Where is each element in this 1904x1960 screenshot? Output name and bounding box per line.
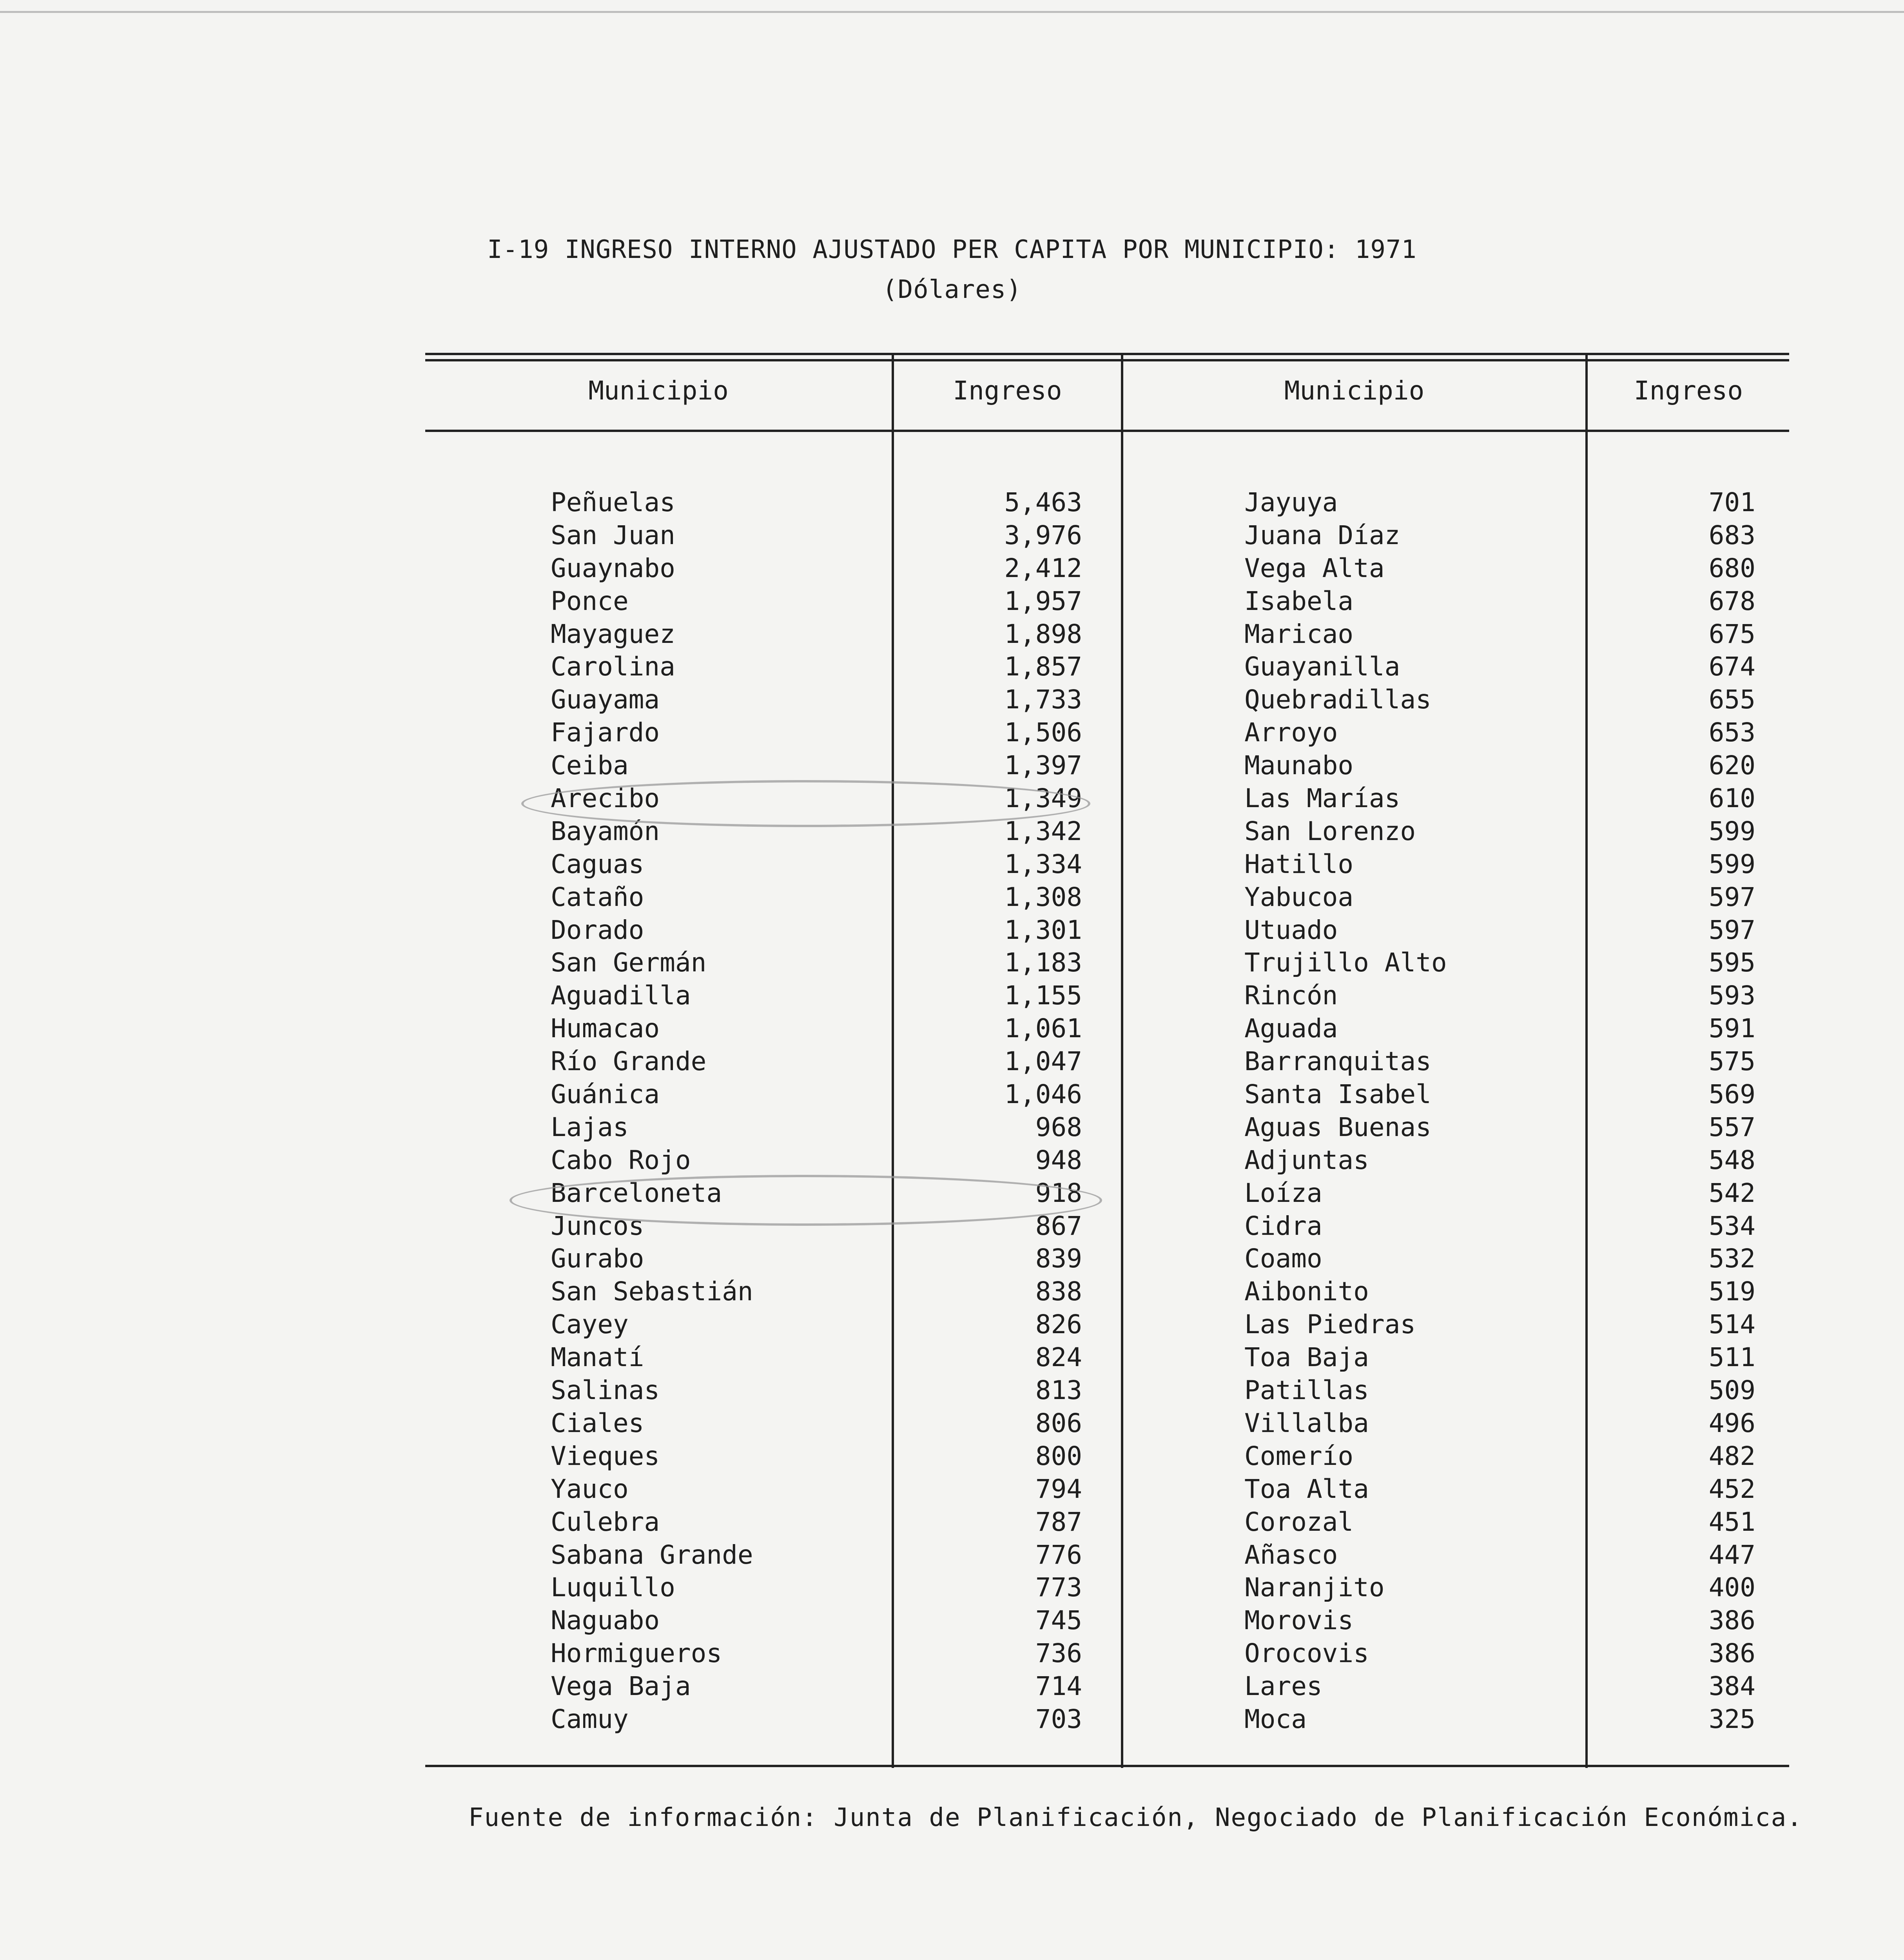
ingreso-value: 1,047 [1004,1046,1082,1077]
ingreso-value: 542 [1708,1178,1755,1208]
municipio-name: Yauco [551,1474,629,1504]
ingreso-value: 597 [1708,915,1755,945]
municipio-name: Trujillo Alto [1244,947,1447,978]
municipio-name: Maunabo [1244,750,1354,781]
municipio-name: Cayey [551,1309,629,1340]
table-top-rule-2 [425,359,1789,361]
ingreso-value: 482 [1708,1441,1755,1471]
ingreso-value: 1,061 [1004,1013,1082,1044]
ingreso-value: 1,857 [1004,652,1082,682]
ingreso-value: 806 [1035,1408,1082,1438]
municipio-name: Vega Baja [551,1671,691,1702]
ingreso-value: 839 [1035,1243,1082,1274]
ingreso-value: 918 [1035,1178,1082,1208]
ingreso-value: 968 [1035,1112,1082,1142]
municipio-name: Utuado [1244,915,1338,945]
ingreso-value: 532 [1708,1243,1755,1274]
municipio-name: Peñuelas [551,487,675,517]
ingreso-value: 714 [1035,1671,1082,1702]
header-municipio-left: Municipio [588,376,729,406]
municipio-name: San Germán [551,947,707,978]
ingreso-value: 384 [1708,1671,1755,1702]
ingreso-value: 620 [1708,750,1755,781]
ingreso-value: 745 [1035,1605,1082,1636]
ingreso-value: 826 [1035,1309,1082,1340]
ingreso-value: 1,342 [1004,816,1082,846]
ingreso-value: 595 [1708,947,1755,978]
ingreso-value: 1,957 [1004,586,1082,616]
municipio-name: Patillas [1244,1375,1369,1406]
municipio-name: Adjuntas [1244,1145,1369,1175]
ingreso-value: 675 [1708,619,1755,649]
municipio-name: Arecibo [551,783,660,814]
municipio-name: Barranquitas [1244,1046,1431,1077]
municipio-name: Juncos [551,1210,644,1241]
municipio-name: Salinas [551,1375,660,1406]
municipio-name: Corozal [1244,1506,1354,1537]
table-top-rule-1 [425,353,1789,355]
municipio-name: Moca [1244,1704,1307,1734]
header-municipio-right: Municipio [1284,376,1425,406]
municipio-name: Añasco [1244,1539,1338,1570]
ingreso-value: 400 [1708,1572,1755,1603]
municipio-name: Barceloneta [551,1178,722,1208]
ingreso-value: 496 [1708,1408,1755,1438]
ingreso-value: 509 [1708,1375,1755,1406]
municipio-name: San Lorenzo [1244,816,1416,846]
ingreso-value: 1,733 [1004,684,1082,715]
municipio-name: Aguadilla [551,980,691,1011]
municipio-name: Caguas [551,849,644,879]
ingreso-value: 1,506 [1004,717,1082,748]
ingreso-value: 599 [1708,849,1755,879]
ingreso-value: 1,308 [1004,882,1082,912]
ingreso-value: 591 [1708,1013,1755,1044]
municipio-name: San Juan [551,520,675,550]
municipio-name: Camuy [551,1704,629,1734]
municipio-name: Hatillo [1244,849,1354,879]
ingreso-value: 447 [1708,1539,1755,1570]
ingreso-value: 678 [1708,586,1755,616]
municipio-name: Rincón [1244,980,1338,1011]
left-ingreso-column [894,486,1082,1736]
municipio-name: Aguas Buenas [1244,1112,1431,1142]
ingreso-value: 557 [1708,1112,1755,1142]
handwritten-circle-barceloneta [510,1175,1102,1226]
ingreso-value: 2,412 [1004,553,1082,583]
ingreso-value: 1,898 [1004,619,1082,649]
municipio-name: Sabana Grande [551,1539,753,1570]
ingreso-value: 773 [1035,1572,1082,1603]
handwritten-circle-arecibo [521,780,1090,827]
municipio-name: Culebra [551,1506,660,1537]
ingreso-value: 1,046 [1004,1079,1082,1110]
ingreso-value: 813 [1035,1375,1082,1406]
ingreso-value: 386 [1708,1638,1755,1669]
ingreso-value: 824 [1035,1342,1082,1373]
ingreso-value: 683 [1708,520,1755,550]
municipio-name: Vieques [551,1441,660,1471]
table-subtitle: (Dólares) [882,275,1022,304]
municipio-name: Ciales [551,1408,644,1438]
ingreso-value: 514 [1708,1309,1755,1340]
ingreso-value: 948 [1035,1145,1082,1175]
municipio-name: Santa Isabel [1244,1079,1431,1110]
municipio-name: Juana Díaz [1244,520,1400,550]
ingreso-value: 5,463 [1004,487,1082,517]
municipio-name: Guayanilla [1244,652,1400,682]
municipio-name: Jayuya [1244,487,1338,517]
right-municipio-column [1244,486,1581,1736]
municipio-name: Vega Alta [1244,553,1385,583]
ingreso-value: 569 [1708,1079,1755,1110]
municipio-name: Yabucoa [1244,882,1354,912]
ingreso-value: 575 [1708,1046,1755,1077]
ingreso-value: 1,183 [1004,947,1082,978]
municipio-name: Carolina [551,652,675,682]
municipio-name: Gurabo [551,1243,644,1274]
left-municipio-column [551,486,888,1736]
ingreso-value: 534 [1708,1210,1755,1241]
ingreso-value: 610 [1708,783,1755,814]
ingreso-value: 325 [1708,1704,1755,1734]
ingreso-value: 1,301 [1004,915,1082,945]
municipio-name: Bayamón [551,816,660,846]
ingreso-value: 800 [1035,1441,1082,1471]
ingreso-value: 674 [1708,652,1755,682]
column-divider-2 [1121,353,1123,1768]
municipio-name: Toa Baja [1244,1342,1369,1373]
municipio-name: Orocovis [1244,1638,1369,1669]
ingreso-value: 597 [1708,882,1755,912]
ingreso-value: 703 [1035,1704,1082,1734]
municipio-name: Cataño [551,882,644,912]
municipio-name: Loíza [1244,1178,1322,1208]
municipio-name: San Sebastián [551,1276,753,1307]
municipio-name: Las Piedras [1244,1309,1416,1340]
ingreso-value: 787 [1035,1506,1082,1537]
municipio-name: Ceiba [551,750,629,781]
municipio-name: Mayaguez [551,619,675,649]
municipio-name: Morovis [1244,1605,1354,1636]
ingreso-value: 838 [1035,1276,1082,1307]
municipio-name: Humacao [551,1013,660,1044]
ingreso-value: 452 [1708,1474,1755,1504]
ingreso-value: 736 [1035,1638,1082,1669]
municipio-name: Luquillo [551,1572,675,1603]
municipio-name: Aibonito [1244,1276,1369,1307]
table-title: I-19 INGRESO INTERNO AJUSTADO PER CAPITA POR MUNICIPIO: 1971 [487,235,1417,264]
table-header-rule [425,430,1789,432]
ingreso-value: 1,334 [1004,849,1082,879]
municipio-name: Villalba [1244,1408,1369,1438]
municipio-name: Toa Alta [1244,1474,1369,1504]
municipio-name: Lares [1244,1671,1322,1702]
municipio-name: Cabo Rojo [551,1145,691,1175]
income-table [425,353,1789,1768]
ingreso-value: 867 [1035,1210,1082,1241]
ingreso-value: 1,349 [1004,783,1082,814]
top-edge-rule [0,11,1904,13]
municipio-name: Naguabo [551,1605,660,1636]
municipio-name: Hormigueros [551,1638,722,1669]
municipio-name: Río Grande [551,1046,707,1077]
ingreso-value: 511 [1708,1342,1755,1373]
municipio-name: Guaynabo [551,553,675,583]
municipio-name: Manatí [551,1342,644,1373]
ingreso-value: 593 [1708,980,1755,1011]
ingreso-value: 548 [1708,1145,1755,1175]
municipio-name: Lajas [551,1112,629,1142]
ingreso-value: 451 [1708,1506,1755,1537]
ingreso-value: 655 [1708,684,1755,715]
municipio-name: Aguada [1244,1013,1338,1044]
ingreso-value: 776 [1035,1539,1082,1570]
ingreso-value: 680 [1708,553,1755,583]
municipio-name: Quebradillas [1244,684,1431,715]
table-bottom-rule [425,1765,1789,1767]
right-ingreso-column [1588,486,1755,1736]
municipio-name: Guánica [551,1079,660,1110]
ingreso-value: 653 [1708,717,1755,748]
municipio-name: Guayama [551,684,660,715]
ingreso-value: 599 [1708,816,1755,846]
municipio-name: Cidra [1244,1210,1322,1241]
municipio-name: Las Marías [1244,783,1400,814]
municipio-name: Ponce [551,586,629,616]
municipio-name: Naranjito [1244,1572,1385,1603]
ingreso-value: 1,155 [1004,980,1082,1011]
ingreso-value: 701 [1708,487,1755,517]
municipio-name: Fajardo [551,717,660,748]
municipio-name: Arroyo [1244,717,1338,748]
header-ingreso-left: Ingreso [953,376,1062,406]
ingreso-value: 3,976 [1004,520,1082,550]
municipio-name: Maricao [1244,619,1354,649]
header-ingreso-right: Ingreso [1634,376,1743,406]
ingreso-value: 1,397 [1004,750,1082,781]
municipio-name: Dorado [551,915,644,945]
ingreso-value: 519 [1708,1276,1755,1307]
ingreso-value: 794 [1035,1474,1082,1504]
municipio-name: Coamo [1244,1243,1322,1274]
source-note: Fuente de información: Junta de Planificación, Negociado de Planificación Económica. [468,1803,1803,1832]
ingreso-value: 386 [1708,1605,1755,1636]
municipio-name: Comerío [1244,1441,1354,1471]
municipio-name: Isabela [1244,586,1354,616]
